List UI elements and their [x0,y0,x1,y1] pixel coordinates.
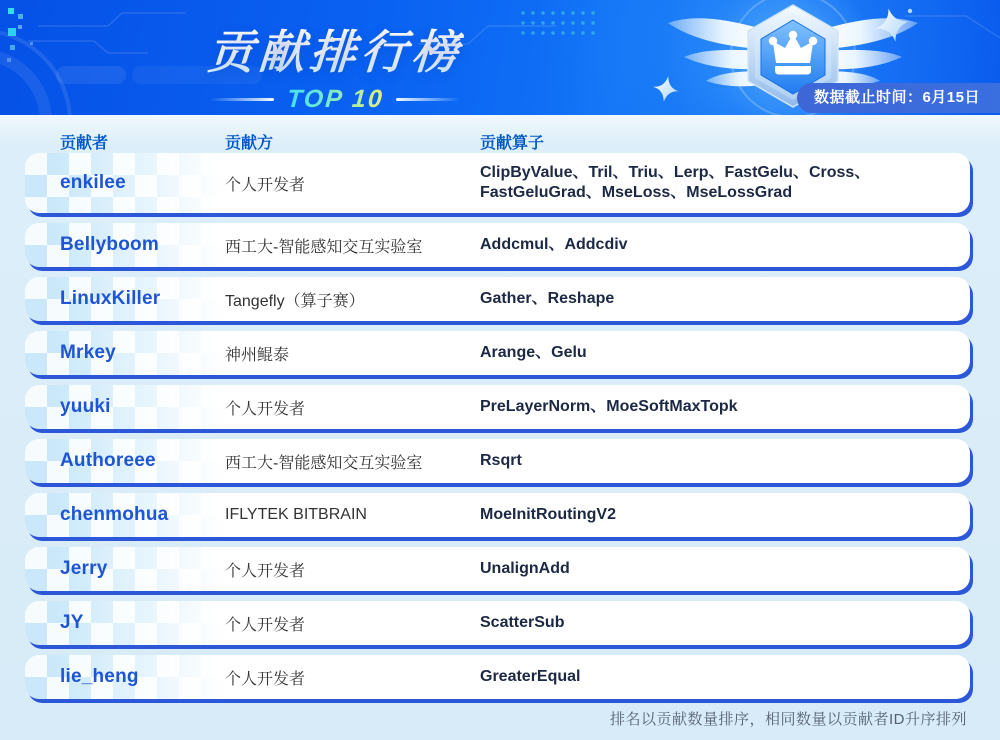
table-row [25,439,970,483]
contributor-name: LinuxKiller [60,288,161,309]
column-header-contributor: 贡献者 [60,134,109,152]
contributed-operators: PreLayerNorm、MoeSoftMaxTopk [480,397,738,415]
dot-grid-decoration [520,8,600,38]
contributor-name: chenmohua [60,504,169,525]
contributor-org: 个人开发者 [225,562,306,580]
column-header-organization: 贡献方 [225,134,274,152]
contributor-org: 神州鲲泰 [225,346,290,364]
contributed-operators: Gather、Reshape [480,289,615,307]
contributor-name: Jerry [60,558,108,579]
corner-squares-decoration [7,8,33,62]
table-row [25,153,970,213]
contributor-name: Bellyboom [60,234,159,255]
title-block [150,16,520,114]
table-row [25,493,970,537]
contributor-name: lie_heng [60,666,139,687]
contributor-name: enkilee [60,172,126,193]
subtitle-line-right [396,98,460,101]
table-header [25,115,970,153]
header-banner [0,0,1000,115]
contributor-name: yuuki [60,396,111,417]
data-cutoff-banner [797,83,1000,113]
contributed-operators: Addcmul、Addcdiv [480,235,628,253]
table-row [25,277,970,321]
sparkle-star-icon [651,74,681,104]
contributor-org: 个人开发者 [225,670,306,688]
contributed-operators: Arange、Gelu [480,343,587,361]
page-title: 贡献排行榜 [205,16,465,82]
table-row [25,655,970,699]
table-row [25,331,970,375]
contributed-operators: UnalignAdd [480,559,570,577]
contributor-name: Mrkey [60,342,116,363]
contributed-operators: Rsqrt [480,451,522,469]
ranking-rule-note: 排名以贡献数量排序，相同数量以贡献者ID升序排列 [609,711,967,728]
data-cutoff-label: 数据截止时间：6月15日 [813,89,980,106]
contributor-org: IFLYTEK BITBRAIN [225,506,367,523]
contributor-org: 西工大-智能感知交互实验室 [225,454,423,472]
top10-subtitle: TOP 10 [285,85,385,113]
contributor-name: Authoreee [60,450,156,471]
contributor-org: 个人开发者 [225,176,306,194]
table-row [25,223,970,267]
table-row [25,385,970,429]
contributor-org: Tangefly（算子赛） [225,292,365,310]
table-row [25,547,970,591]
contributor-org: 个人开发者 [225,400,306,418]
leaderboard-rows [25,153,970,699]
contributor-org: 个人开发者 [225,616,306,634]
contributed-operators: ClipByValue、Tril、Triu、Lerp、FastGelu、Cross、FastGeluGrad、MseLoss、MseLossGrad [480,163,871,201]
contributed-operators: ScatterSub [480,613,565,631]
contributed-operators: MoeInitRoutingV2 [480,505,616,523]
leaderboard-panel [0,115,1000,740]
table-row [25,601,970,645]
column-header-operators: 贡献算子 [480,134,545,152]
contributor-name: JY [60,612,84,633]
contributor-org: 西工大-智能感知交互实验室 [225,238,423,256]
contributed-operators: GreaterEqual [480,667,581,685]
subtitle-line-left [210,98,274,101]
